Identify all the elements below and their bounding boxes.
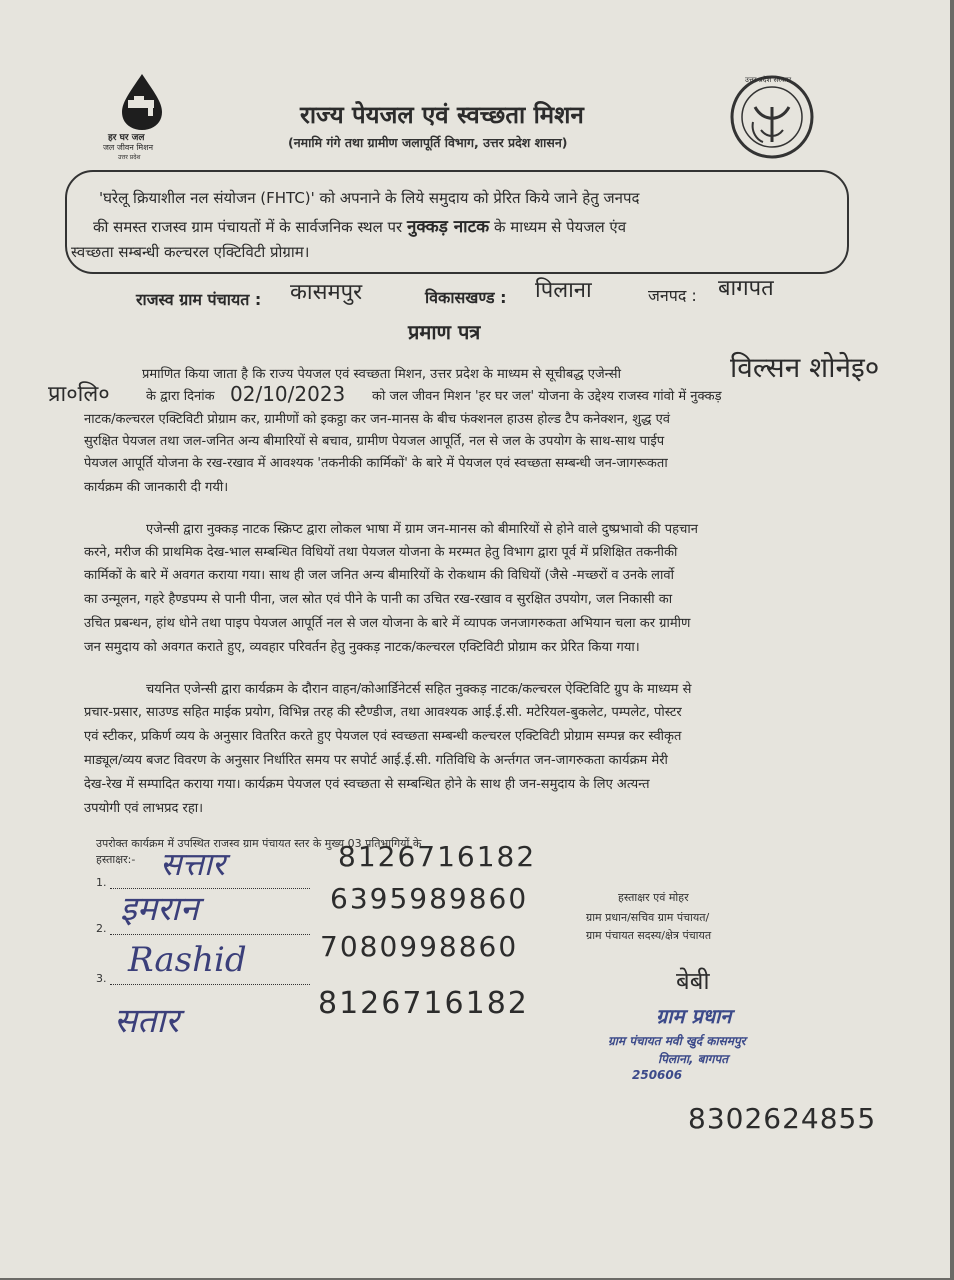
para2-line-5: उचित प्रबन्धन, हांथ धोने तथा पाइप पेयजल आपूर्ति नल से जल योजना के बारे में व्यापक जनजागरुकता अभियान चला कर ग्रामीण <box>84 616 691 631</box>
para3-line-4: माड्यूल/व्यय बजट विवरण के अनुसार निर्धारित समय पर सपोर्ट आई.ई.सी. गतिविधि के अर्न्तगत जन-जागरुकता कार्यक्रम मेरी <box>84 753 668 768</box>
stamp-title: ग्राम प्रधान <box>656 1004 732 1028</box>
participant-2-signature: इमरान <box>120 889 199 929</box>
stamp-line-2: पिलाना, बागपत <box>658 1052 729 1066</box>
panchayat-label: राजस्व ग्राम पंचायत : <box>136 290 262 309</box>
agency-name-handwritten: विल्सन शोनेइ० <box>730 351 880 384</box>
participant-1-signature: सत्तार <box>160 845 226 883</box>
page-title: राज्य पेयजल एवं स्वच्छता मिशन <box>300 101 584 129</box>
logo-line-3: उत्तर प्रदेश <box>118 154 141 161</box>
participants-intro-1: उपरोक्त कार्यक्रम में उपस्थित राजस्व ग्राम पंचायत स्तर के मुख्य 03 प्रतिभागियों के <box>96 837 422 850</box>
participant-3-line <box>110 984 310 985</box>
bottom-phone: 8302624855 <box>688 1102 877 1135</box>
box-line-2-end: के माध्यम से पेयजल एंव <box>493 218 627 236</box>
box-line-3: स्वच्छता सम्बन्धी कल्चरल एक्टिविटी प्रोग्राम। <box>71 243 310 261</box>
har-ghar-jal-logo <box>100 70 210 165</box>
up-government-emblem <box>725 72 820 162</box>
district-value: बागपत <box>718 276 774 301</box>
sign-block-line-1: हस्ताक्षर एवं मोहर <box>618 891 689 904</box>
box-line-2 <box>93 214 626 237</box>
para1-line-1: प्रमाणित किया जाता है कि राज्य पेयजल एवं स्वच्छता मिशन, उत्तर प्रदेश के माध्यम से सूचीबद्ध एजेन्सी <box>142 367 621 382</box>
para1-line-3: नाटक/कल्चरल एक्टिविटी प्रोग्राम कर, ग्रामीणों को इकट्ठा कर जन-मानस के बीच फंक्शनल हाउस होल्ड टैप कनेक्शन, शुद्ध एवं <box>84 412 670 427</box>
participant-3-signature: Rashid <box>128 940 247 980</box>
participant-3-phone: 7080998860 <box>320 930 519 963</box>
emblem-text: उत्तर प्रदेश सरकार <box>745 76 792 84</box>
para3-line-2: प्रचार-प्रसार, साउण्ड सहित माईक प्रयोग, विभिन्न तरह की स्टैण्डीज, तथा आवश्यक आई.ई.सी. मटेरियल-बुकलेट, पम्पलेट, पोस्टर <box>84 705 682 720</box>
participant-2-line <box>110 934 310 935</box>
box-line-1: 'घरेलू क्रियाशील नल संयोजन (FHTC)' को अपनाने के लिये समुदाय को प्रेरित किये जाने हेतु जनपद <box>99 189 640 207</box>
para2-line-3: कार्मिकों के बारे में अवगत कराया गया। साथ ही जल जनित अन्य बीमारियों के रोकथाम की विधियों (जैसे -मच्छरों व उनके लार्वो <box>84 568 674 583</box>
stamp-line-3: 250606 <box>632 1068 683 1082</box>
participants-intro-2: हस्ताक्षर:- <box>96 853 136 866</box>
participant-1-num: 1. <box>96 876 107 889</box>
district-label: जनपद : <box>648 286 697 305</box>
para1-line-4: सुरक्षित पेयजल तथा जल-जनित अन्य बीमारियों से बचाव, ग्रामीण पेयजल आपूर्ति, नल से जल के उपयोग के साथ-साथ पाईप <box>84 434 665 449</box>
stamp-line-1: ग्राम पंचायत मवी खुर्द कासमपुर <box>608 1034 746 1048</box>
logo-line-2: जल जीवन मिशन <box>103 143 154 152</box>
block-value: पिलाना <box>535 278 592 303</box>
pradhan-signature: बेबी <box>676 967 710 995</box>
para1-line-2b: को जल जीवन मिशन 'हर घर जल' योजना के उद्देश्य राजस्व गांवो में नुक्कड़ <box>372 389 722 404</box>
sign-block-line-3: ग्राम पंचायत सदस्य/क्षेत्र पंचायत <box>586 929 712 942</box>
water-drop-icon <box>100 70 210 130</box>
para1-line-6: कार्यक्रम की जानकारी दी गयी। <box>84 480 229 495</box>
extra-signature-phone: 8126716182 <box>318 986 529 1021</box>
participant-3-num: 3. <box>96 972 107 985</box>
date-handwritten: 02/10/2023 <box>230 382 346 406</box>
extra-signature-name: सतार <box>114 1001 180 1041</box>
participant-1-phone: 8126716182 <box>338 840 537 873</box>
para2-line-4: का उन्मूलन, गहरे हैण्डपम्प से पानी पीना, जल स्रोत एवं पीने के पानी का उचित रख-रखाव व सुरक्षित उपयोग, जल निकासी का <box>84 592 673 607</box>
participant-2-phone: 6395989860 <box>330 882 529 915</box>
programme-box <box>65 170 849 274</box>
sign-block-line-2: ग्राम प्रधान/सचिव ग्राम पंचायत/ <box>586 911 710 924</box>
certificate-heading: प्रमाण पत्र <box>408 320 481 344</box>
para1-line-5: पेयजल आपूर्ति योजना के रख-रखाव में आवश्यक 'तकनीकी कार्मिकों' के बारे में पेयजल एवं स्वच्छता सम्बन्धी जन-जागरूकता <box>84 456 668 471</box>
emblem-icon <box>725 72 820 162</box>
agency-suffix-handwritten: प्रा०लि० <box>48 382 110 407</box>
para3-line-6: उपयोगी एवं लाभप्रद रहा। <box>84 801 204 816</box>
para2-line-2: करने, मरीज की प्राथमिक देख-भाल सम्बन्धित विधियों तथा पेयजल योजना के मरम्मत हेतु विभाग द्वारा पूर्व में प्रशिक्षित तकनीकी <box>84 545 678 560</box>
para2-line-1: एजेन्सी द्वारा नुक्कड़ नाटक स्क्रिप्ट द्वारा लोकल भाषा में ग्राम जन-मानस को बीमारियों से होने वाले दुष्प्रभावो की पहचान <box>146 522 698 537</box>
logo-line-1: हर घर जल <box>108 133 145 143</box>
box-line-2-start: की समस्त राजस्व ग्राम पंचायतों में के सार्वजनिक स्थल पर <box>93 218 403 236</box>
panchayat-value: कासमपुर <box>290 280 363 305</box>
para3-line-5: देख-रेख में सम्पादित कराया गया। कार्यक्रम पेयजल एवं स्वच्छता से सम्बन्धित होने के साथ ही जन-समुदाय के लिए अत्यन्त <box>84 777 650 792</box>
para1-line-2a: के द्वारा दिनांक <box>146 389 215 404</box>
para3-line-1: चयनित एजेन्सी द्वारा कार्यक्रम के दौरान वाहन/कोआर्डिनेटर्स सहित नुक्कड़ नाटक/कल्चरल ऐक्टिविटि ग्रुप के माध्यम से <box>146 682 692 697</box>
para3-line-3: एवं स्टीकर, प्रकिर्ण व्यय के अनुसार वितरित करते हुए पेयजल एवं स्वच्छता सम्बन्धी कल्चरल एक्टिविटी प्रोग्राम सम्पन्न कर स्वीकृत <box>84 729 682 744</box>
box-line-2-bold: नुक्कड़ नाटक <box>406 217 490 237</box>
block-label: विकासखण्ड : <box>425 288 507 307</box>
page-subtitle: (नमामि गंगे तथा ग्रामीण जलापूर्ति विभाग, उत्तर प्रदेश शासन) <box>288 135 568 150</box>
para2-line-6: जन समुदाय को अवगत कराते हुए, व्यवहार परिवर्तन हेतु नुक्कड़ नाटक/कल्चरल एक्टिविटी प्रोग्राम कर प्रेरित किया गया। <box>84 640 640 655</box>
participant-2-num: 2. <box>96 922 107 935</box>
